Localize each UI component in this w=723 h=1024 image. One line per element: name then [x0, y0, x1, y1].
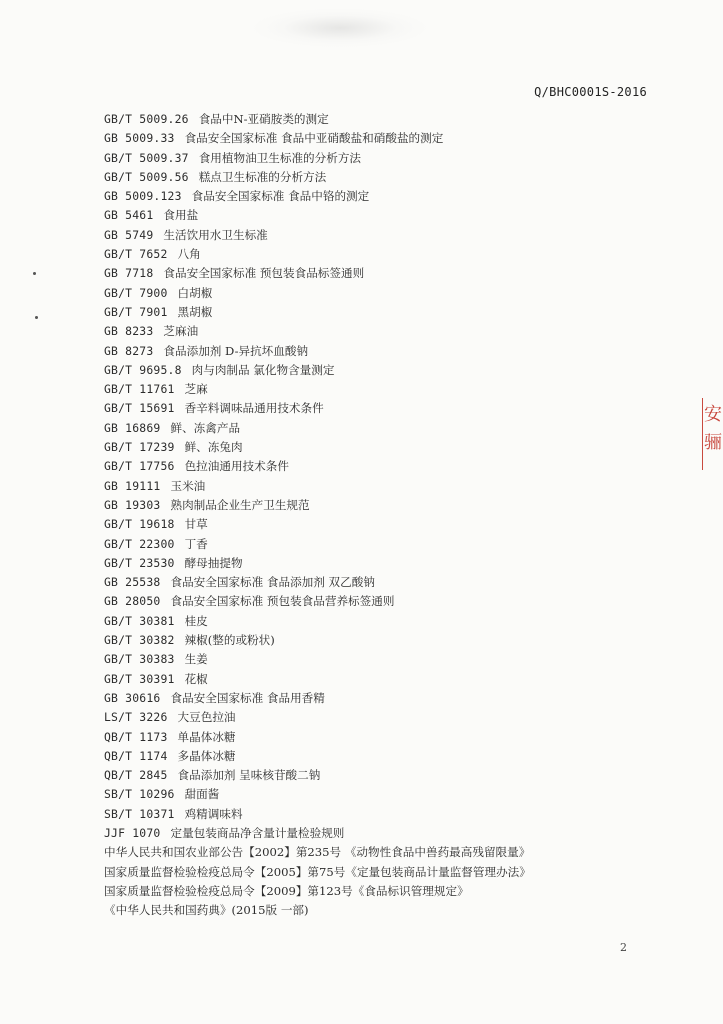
reference-title: 食品安全国家标准 预包装食品营养标签通则 — [170, 594, 395, 609]
reference-code: GB/T 17756 — [104, 459, 175, 474]
reference-item — [104, 129, 644, 148]
reference-code: GB/T 23530 — [104, 555, 175, 570]
reference-title: 熟肉制品企业生产卫生规范 — [170, 497, 310, 512]
reference-code: GB/T 5009.26 — [104, 112, 189, 126]
reference-title: 芝麻油 — [163, 324, 199, 339]
reference-title: 辣椒(整的或粉状) — [184, 633, 275, 648]
reference-item — [104, 554, 644, 573]
reference-code: QB/T 1174 — [104, 748, 168, 763]
reference-title: 食品添加剂 D-异抗坏血酸钠 — [163, 343, 309, 358]
reference-code: GB/T 7901 — [104, 304, 168, 319]
reference-title: 食用盐 — [163, 208, 199, 223]
reference-item — [104, 187, 644, 206]
reference-title: 肉与肉制品 氯化物含量测定 — [191, 362, 335, 377]
reference-code: GB 8273 — [104, 343, 154, 358]
reference-title: 国家质量监督检验检疫总局令【2005】第75号《定量包装商品计量监督管理办法》 — [104, 864, 531, 879]
reference-title: 食品安全国家标准 预包装食品标签通则 — [163, 266, 365, 281]
reference-title: 鸡精调味料 — [184, 806, 243, 821]
reference-code: JJF 1070 — [104, 825, 161, 840]
reference-title: 色拉油通用技术条件 — [184, 459, 289, 474]
reference-title: 单晶体冰糖 — [177, 729, 236, 744]
reference-item — [104, 284, 644, 303]
reference-code: GB 25538 — [104, 575, 161, 590]
reference-title: 食用植物油卫生标准的分析方法 — [198, 150, 362, 165]
reference-item — [104, 149, 644, 168]
reference-title: 白胡椒 — [177, 285, 213, 300]
reference-item — [104, 245, 644, 264]
reference-title: 桂皮 — [184, 613, 208, 628]
reference-item — [104, 399, 644, 418]
reference-title: 香辛料调味品通用技术条件 — [184, 401, 324, 416]
reference-title: 食品安全国家标准 食品添加剂 双乙酸钠 — [170, 575, 375, 590]
reference-title: 丁香 — [184, 536, 208, 551]
reference-code: GB 19303 — [104, 497, 161, 512]
reference-item — [104, 689, 644, 708]
reference-title: 糕点卫生标准的分析方法 — [198, 169, 327, 184]
reference-item — [104, 110, 644, 129]
reference-item — [104, 708, 644, 727]
reference-title: 大豆色拉油 — [177, 710, 236, 725]
reference-item — [104, 477, 644, 496]
reference-code: GB/T 30381 — [104, 613, 175, 628]
reference-code: LS/T 3226 — [104, 710, 168, 725]
reference-code: GB/T 30382 — [104, 633, 175, 648]
reference-code: GB 28050 — [104, 594, 161, 609]
reference-title: 花椒 — [184, 671, 208, 686]
margin-mark — [35, 316, 38, 319]
reference-code: SB/T 10296 — [104, 787, 175, 802]
reference-code: SB/T 10371 — [104, 806, 175, 821]
reference-title: 芝麻 — [184, 382, 208, 397]
reference-code: GB/T 11761 — [104, 382, 175, 397]
seal-fragment-icon — [703, 398, 723, 470]
scan-smudge — [250, 8, 430, 48]
reference-code: GB 5749 — [104, 227, 154, 242]
normative-references-list — [104, 110, 644, 920]
reference-item — [104, 322, 644, 341]
reference-item — [104, 457, 644, 476]
reference-code: GB/T 19618 — [104, 517, 175, 532]
reference-code: GB 5009.33 — [104, 131, 175, 146]
reference-code: QB/T 1173 — [104, 729, 168, 744]
reference-title: 甜面酱 — [184, 787, 220, 802]
reference-item — [104, 650, 644, 669]
reference-code: GB/T 5009.37 — [104, 150, 189, 165]
reference-code: GB/T 9695.8 — [104, 362, 182, 377]
reference-item — [104, 882, 644, 901]
reference-title: 甘草 — [184, 517, 208, 532]
reference-code: GB 8233 — [104, 324, 154, 339]
svg-text:安: 安 — [704, 404, 722, 425]
reference-code: GB 16869 — [104, 420, 161, 435]
reference-title: 食品添加剂 呈味核苷酸二钠 — [177, 768, 321, 783]
reference-title: 食品安全国家标准 食品用香精 — [170, 690, 325, 705]
reference-code: GB/T 5009.56 — [104, 169, 189, 184]
reference-code: GB/T 30383 — [104, 652, 175, 667]
reference-item — [104, 863, 644, 882]
reference-item — [104, 573, 644, 592]
reference-item — [104, 496, 644, 515]
reference-code: GB/T 7900 — [104, 285, 168, 300]
red-seal-stamp — [702, 398, 723, 470]
reference-title: 定量包装商品净含量计量检验规则 — [170, 825, 345, 840]
reference-item — [104, 438, 644, 457]
reference-item — [104, 419, 644, 438]
reference-title: 黑胡椒 — [177, 304, 213, 319]
reference-title: 食品中N-亚硝胺类的测定 — [198, 112, 329, 126]
reference-code: GB/T 15691 — [104, 401, 175, 416]
reference-code: GB/T 22300 — [104, 536, 175, 551]
reference-item — [104, 612, 644, 631]
reference-item — [104, 264, 644, 283]
reference-title: 鲜、冻兔肉 — [184, 440, 243, 455]
reference-title: 《中华人民共和国药典》(2015版 一部) — [104, 903, 309, 918]
reference-item — [104, 206, 644, 225]
reference-title: 酵母抽提物 — [184, 555, 243, 570]
reference-title: 鲜、冻禽产品 — [170, 420, 241, 435]
reference-item — [104, 766, 644, 785]
reference-item — [104, 535, 644, 554]
reference-item — [104, 728, 644, 747]
reference-item — [104, 843, 644, 862]
reference-item — [104, 168, 644, 187]
reference-code: QB/T 2845 — [104, 768, 168, 783]
reference-item — [104, 824, 644, 843]
document-code: Q/BHC0001S-2016 — [534, 85, 647, 99]
reference-title: 生活饮用水卫生标准 — [163, 227, 268, 242]
reference-title: 国家质量监督检验检疫总局令【2009】第123号《食品标识管理规定》 — [104, 883, 469, 898]
reference-item — [104, 670, 644, 689]
reference-code: GB/T 7652 — [104, 247, 168, 262]
reference-item — [104, 592, 644, 611]
reference-code: GB 5009.123 — [104, 189, 182, 204]
reference-item — [104, 226, 644, 245]
reference-title: 食品安全国家标准 食品中铬的测定 — [191, 189, 370, 204]
reference-item — [104, 805, 644, 824]
reference-item — [104, 361, 644, 380]
reference-item — [104, 747, 644, 766]
reference-title: 生姜 — [184, 652, 208, 667]
reference-code: GB 5461 — [104, 208, 154, 223]
reference-code: GB/T 30391 — [104, 671, 175, 686]
reference-title: 食品安全国家标准 食品中亚硝酸盐和硝酸盐的测定 — [184, 131, 444, 146]
reference-item — [104, 785, 644, 804]
reference-code: GB 30616 — [104, 690, 161, 705]
reference-item — [104, 631, 644, 650]
reference-title: 多晶体冰糖 — [177, 748, 236, 763]
reference-item — [104, 515, 644, 534]
reference-code: GB 19111 — [104, 478, 161, 493]
reference-title: 中华人民共和国农业部公告【2002】第235号 《动物性食品中兽药最高残留限量》 — [104, 845, 531, 860]
page-number: 2 — [620, 941, 627, 954]
reference-item — [104, 303, 644, 322]
reference-item — [104, 342, 644, 361]
reference-code: GB 7718 — [104, 266, 154, 281]
reference-title: 玉米油 — [170, 478, 206, 493]
reference-code: GB/T 17239 — [104, 440, 175, 455]
reference-item — [104, 901, 644, 920]
reference-title: 八角 — [177, 247, 201, 262]
svg-text:骊: 骊 — [704, 432, 722, 453]
reference-item — [104, 380, 644, 399]
margin-mark — [33, 272, 36, 275]
